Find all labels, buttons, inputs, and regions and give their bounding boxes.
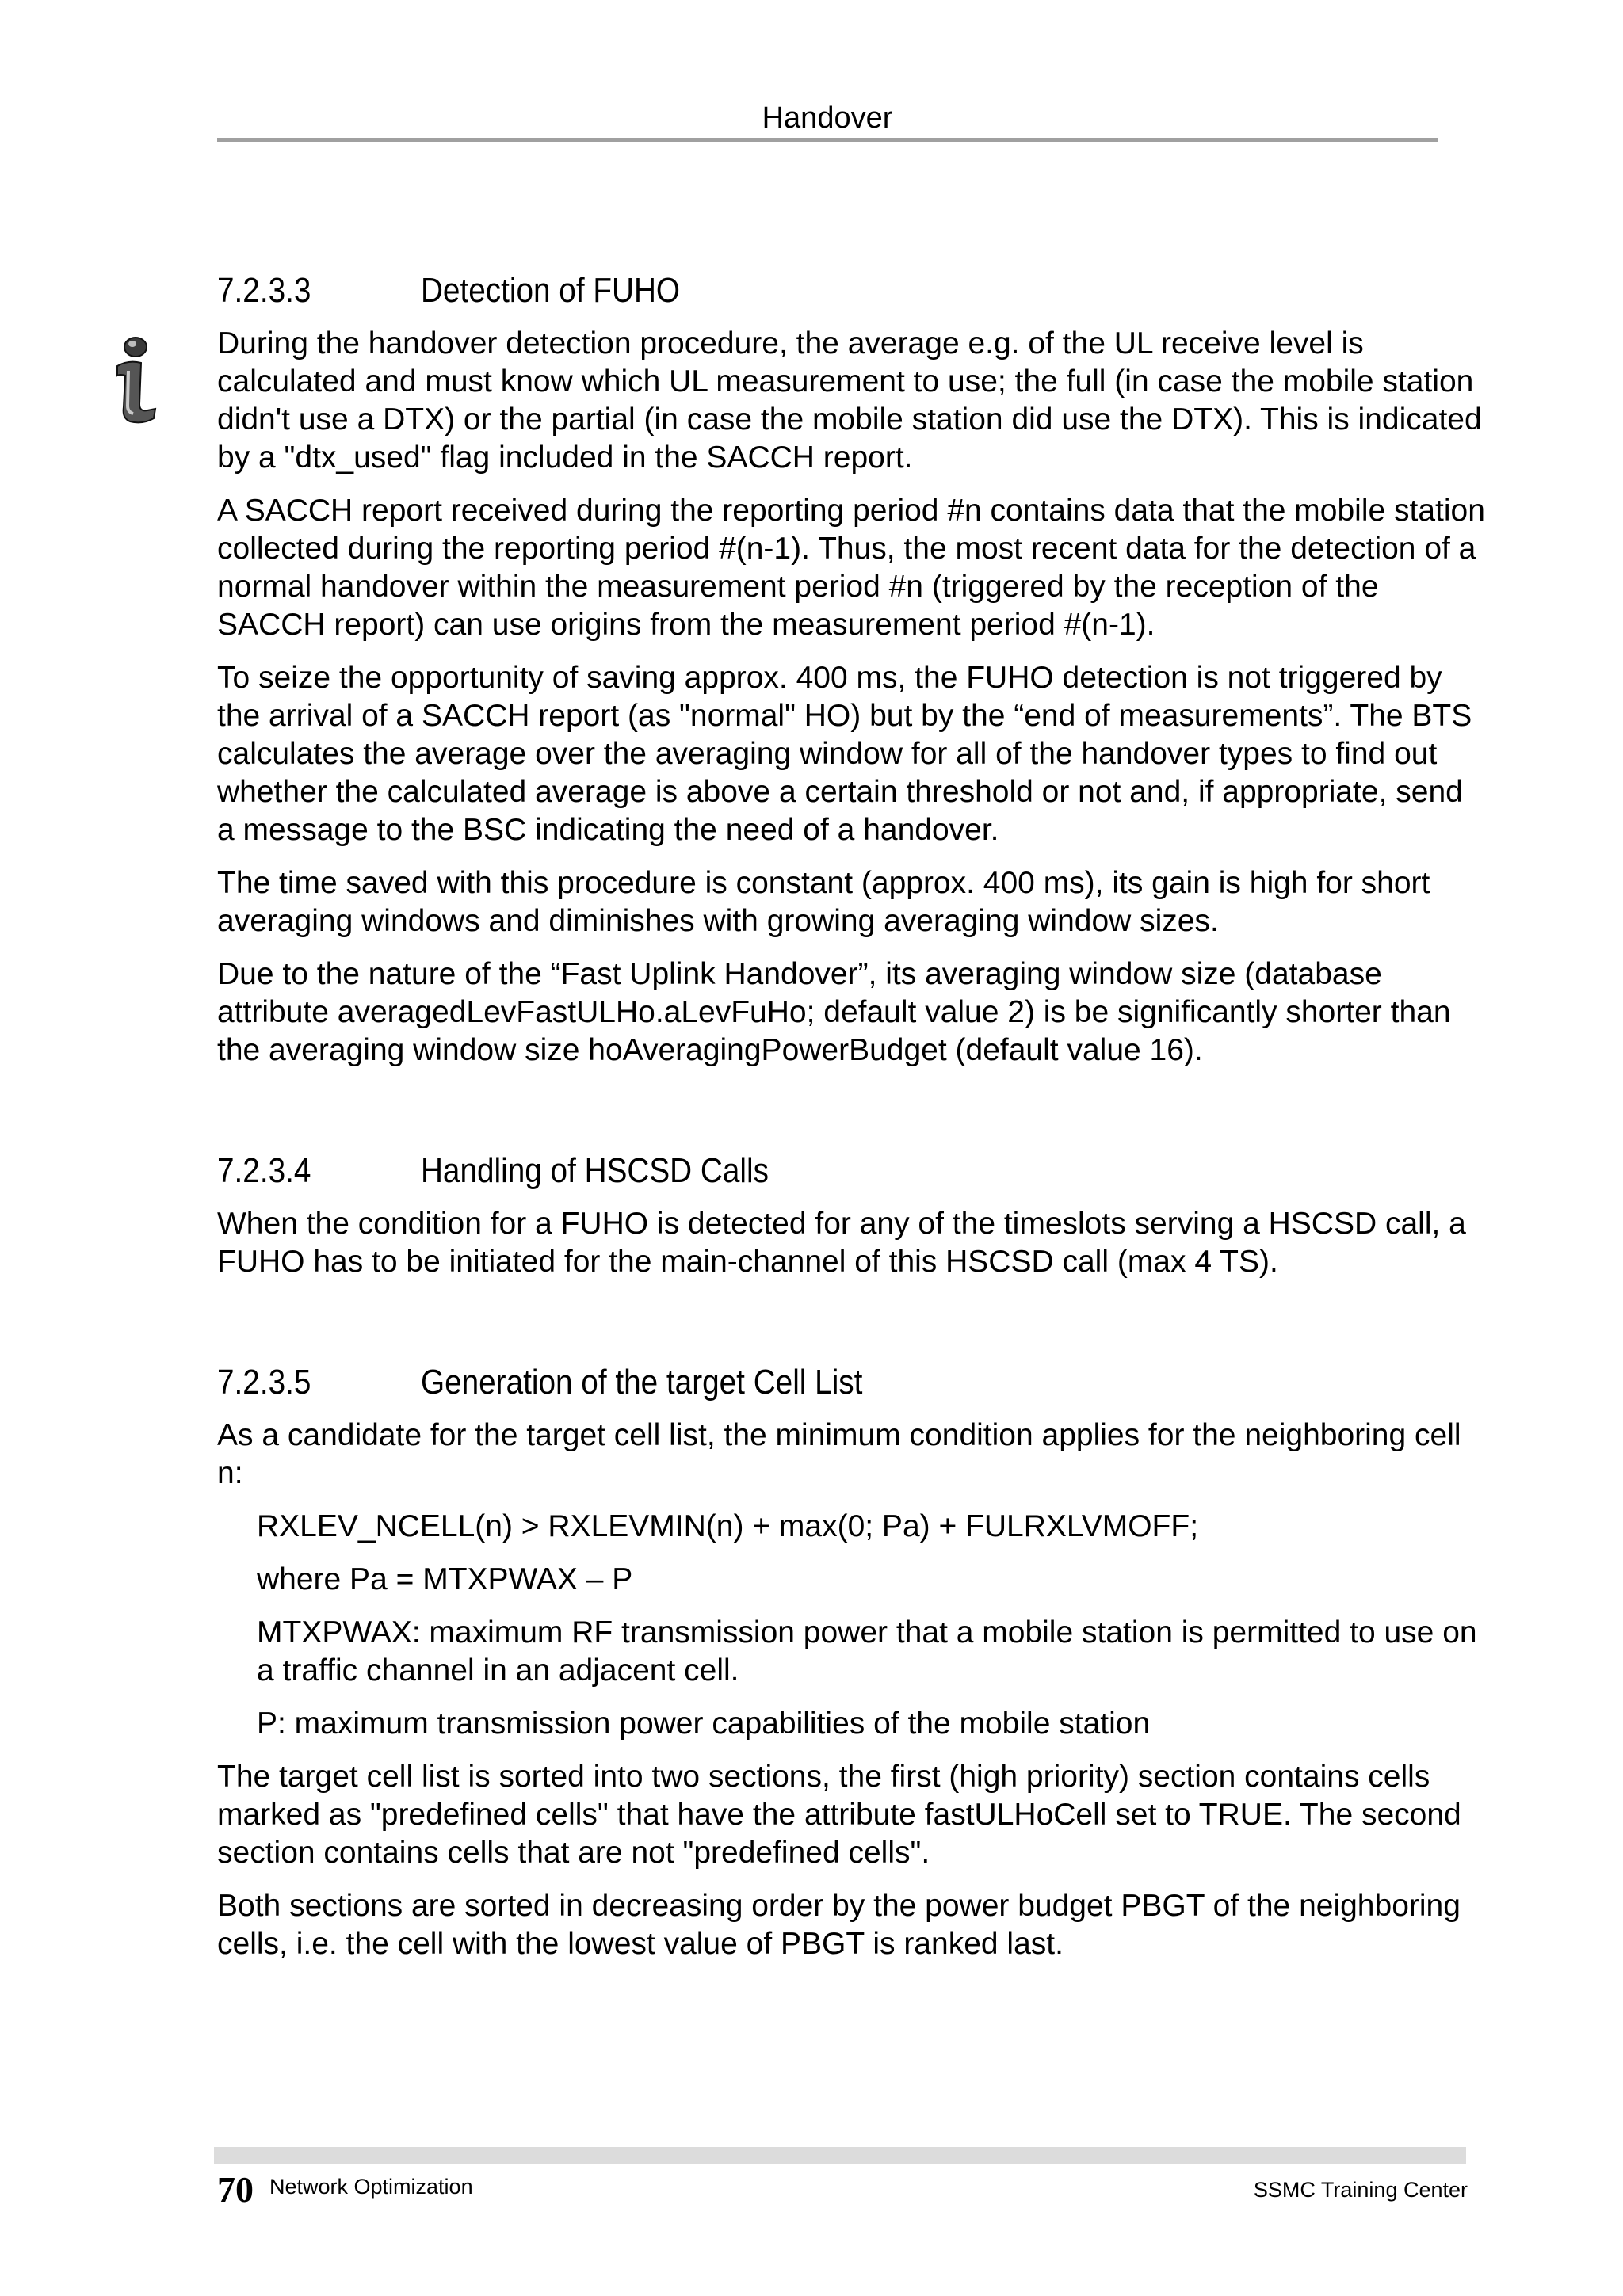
section-number: 7.2.3.4	[217, 1151, 311, 1190]
section-title: Detection of FUHO	[420, 271, 681, 310]
footer-rule	[214, 2147, 1466, 2164]
section-number: 7.2.3.5	[217, 1363, 311, 1402]
page-number: 70	[217, 2169, 254, 2210]
section-number: 7.2.3.3	[217, 271, 311, 310]
section-heading-7-2-3-5	[217, 1361, 1333, 1404]
info-icon	[111, 336, 160, 425]
paragraph: When the condition for a FUHO is detected for any of the timeslots serving a HSCSD call, a FUHO has to be initiated for the main-channel of this HSCSD call (max 4 TS).	[217, 1207, 1466, 1279]
paragraph: As a candidate for the target cell list, the minimum condition applies for the neighboring cell n:	[217, 1418, 1461, 1490]
section-title: Generation of the target Cell List	[420, 1363, 863, 1402]
paragraph: The target cell list is sorted into two sections, the first (high priority) section contains cells marked as "predefined cells" that have the attribute fastULHoCell set to TRUE. The second section contains cells that are not "predefined cells".	[217, 1760, 1461, 1870]
running-header: Handover	[762, 101, 893, 135]
page-body	[217, 269, 1485, 1978]
footer-right-text: SSMC Training Center	[1253, 2178, 1468, 2202]
header-rule	[217, 138, 1438, 142]
section-spacer	[217, 1296, 1485, 1361]
formula-line: RXLEV_NCELL(n) > RXLEVMIN(n) + max(0; Pa) + FULRXLVMOFF;	[257, 1509, 1199, 1543]
paragraph: Both sections are sorted in decreasing order by the power budget PBGT of the neighboring cells, i.e. the cell with the lowest value of PBGT is ranked last.	[217, 1889, 1461, 1961]
paragraph: To seize the opportunity of saving approx. 400 ms, the FUHO detection is not triggered by the arrival of a SACCH report (as "normal" HO) but by the “end of measurements”. The BTS calculates the average over the averaging window for all of the handover types to find out whether the calculated average is above a certain threshold or not and, if appropriate, send a message to the BSC indicating the need of a handover.	[217, 661, 1472, 847]
formula-line: MTXPWAX: maximum RF transmission power that a mobile station is permitted to use on a traffic channel in an adjacent cell.	[257, 1615, 1477, 1688]
section-heading-7-2-3-3	[217, 269, 1333, 312]
section-title: Handling of HSCSD Calls	[420, 1151, 769, 1190]
paragraph: During the handover detection procedure, the average e.g. of the UL receive level is calculated and must know which UL measurement to use; the full (in case the mobile station didn't use a DTX) or the partial (in case the mobile station did use the DTX). This is indicated by a "dtx_used" flag included in the SACCH report.	[217, 326, 1482, 475]
section-spacer	[217, 1085, 1485, 1150]
section-heading-7-2-3-4	[217, 1150, 1333, 1192]
paragraph: A SACCH report received during the reporting period #n contains data that the mobile station collected during the reporting period #(n-1). Thus, the most recent data for the detection of a normal handover within the measurement period #n (triggered by the reception of the SACCH report) can use origins from the measurement period #(n-1).	[217, 494, 1485, 642]
formula-line: P: maximum transmission power capabilities of the mobile station	[257, 1707, 1151, 1741]
formula-line: where Pa = MTXPWAX – P	[257, 1562, 633, 1596]
footer-left-text: Network Optimization	[269, 2175, 473, 2199]
paragraph: Due to the nature of the “Fast Uplink Handover”, its averaging window size (database attribute averagedLevFastULHo.aLevFuHo; default value 2) is be significantly shorter than the averaging window size hoAveragingPowerBudget (default value 16).	[217, 957, 1451, 1067]
paragraph: The time saved with this procedure is constant (approx. 400 ms), its gain is high for short averaging windows and diminishes with growing averaging window sizes.	[217, 866, 1430, 938]
